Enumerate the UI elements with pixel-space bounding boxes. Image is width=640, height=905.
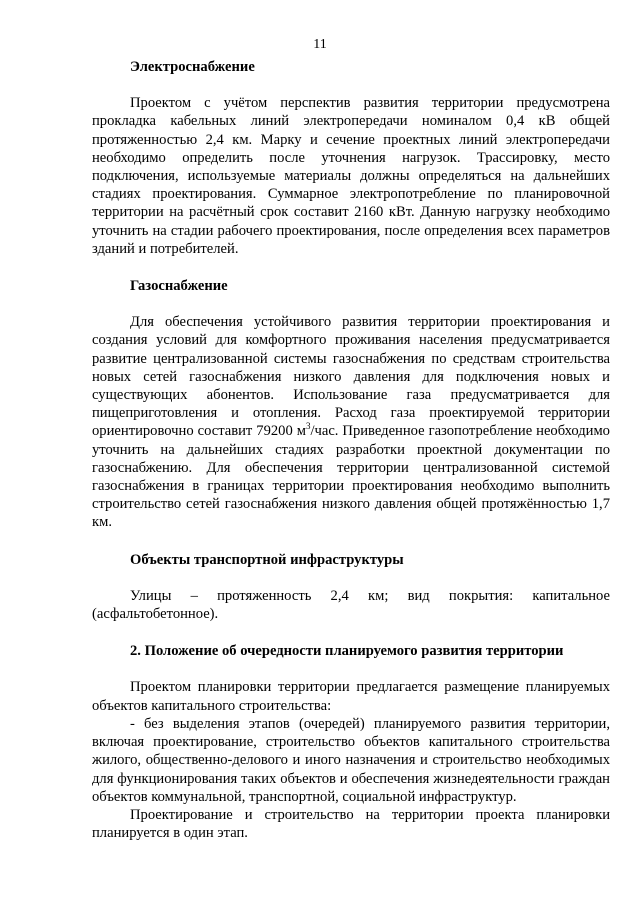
document-body [92, 58, 610, 842]
paragraph-sequence-3: Проектирование и строительство на территории проекта планировки планируется в один этап. [92, 806, 610, 842]
heading-gas: Газоснабжение [130, 278, 228, 295]
paragraph-sequence-1: Проектом планировки территории предлагается размещение планируемых объектов капитального строительства: [92, 679, 610, 714]
heading-transport: Объекты транспортной инфраструктуры [130, 551, 404, 568]
paragraph-gas-part-b: /час. Приведенное газопотребление необходимо уточнить на дальнейших стадиях разработки проектной документации по газоснабжению. Для обеспечения территории централизованной системой газоснабжения в границах территории проектирования необходимо выполнить строительство сетей газоснабжения низкого давления общей протяжённостью 1,7 км. [92, 423, 610, 531]
cubic-superscript: 3 [305, 421, 311, 432]
paragraph-gas-part-a: Для обеспечения устойчивого развития территории проектирования и создания условий для комфортного проживания населения предусматривается развитие централизованной системы газоснабжения по средствам строительства новых сетей газоснабжения низкого давления для подключения новых и существующих абонентов. Использование газа предусматривается для пищеприготовления и отопления. Расход газа проектируемой территории ориентировочно составит 79200 м [92, 314, 610, 440]
page-number: 11 [313, 37, 327, 52]
paragraph-gas [92, 313, 610, 531]
heading-sequence: 2. Положение об очередности планируемого развития территории [130, 643, 564, 660]
paragraph-transport: Улицы – протяженность 2,4 км; вид покрытия: капитальное (асфальтобетонное). [92, 587, 610, 623]
paragraph-electricity: Проектом с учётом перспектив развития территории предусмотрена прокладка кабельных линий электропередачи номиналом 0,4 кВ общей протяженностью 2,4 км. Марку и сечение проектных линий электропередачи необходимо определить после уточнения нагрузок. Трассировку, место подключения, используемые материалы должны определяться на дальнейших стадиях проектирования. Суммарное электропотребление по планировочной территории на расчётный срок составит 2160 кВт. Данную нагрузку необходимо уточнить на стадии рабочего проектирования, после определения всех параметров зданий и потребителей. [92, 95, 610, 257]
paragraph-sequence-2: - без выделения этапов (очередей) планируемого развития территории, включая проектирование, строительство объектов капитального строительства жилого, общественно-делового и иного назначения и строительство необходимых для функционирования таких объектов и обеспечения жизнедеятельности граждан объектов коммунальной, транспортной, социальной инфраструктур. [92, 715, 610, 805]
heading-electricity: Электроснабжение [130, 59, 255, 75]
